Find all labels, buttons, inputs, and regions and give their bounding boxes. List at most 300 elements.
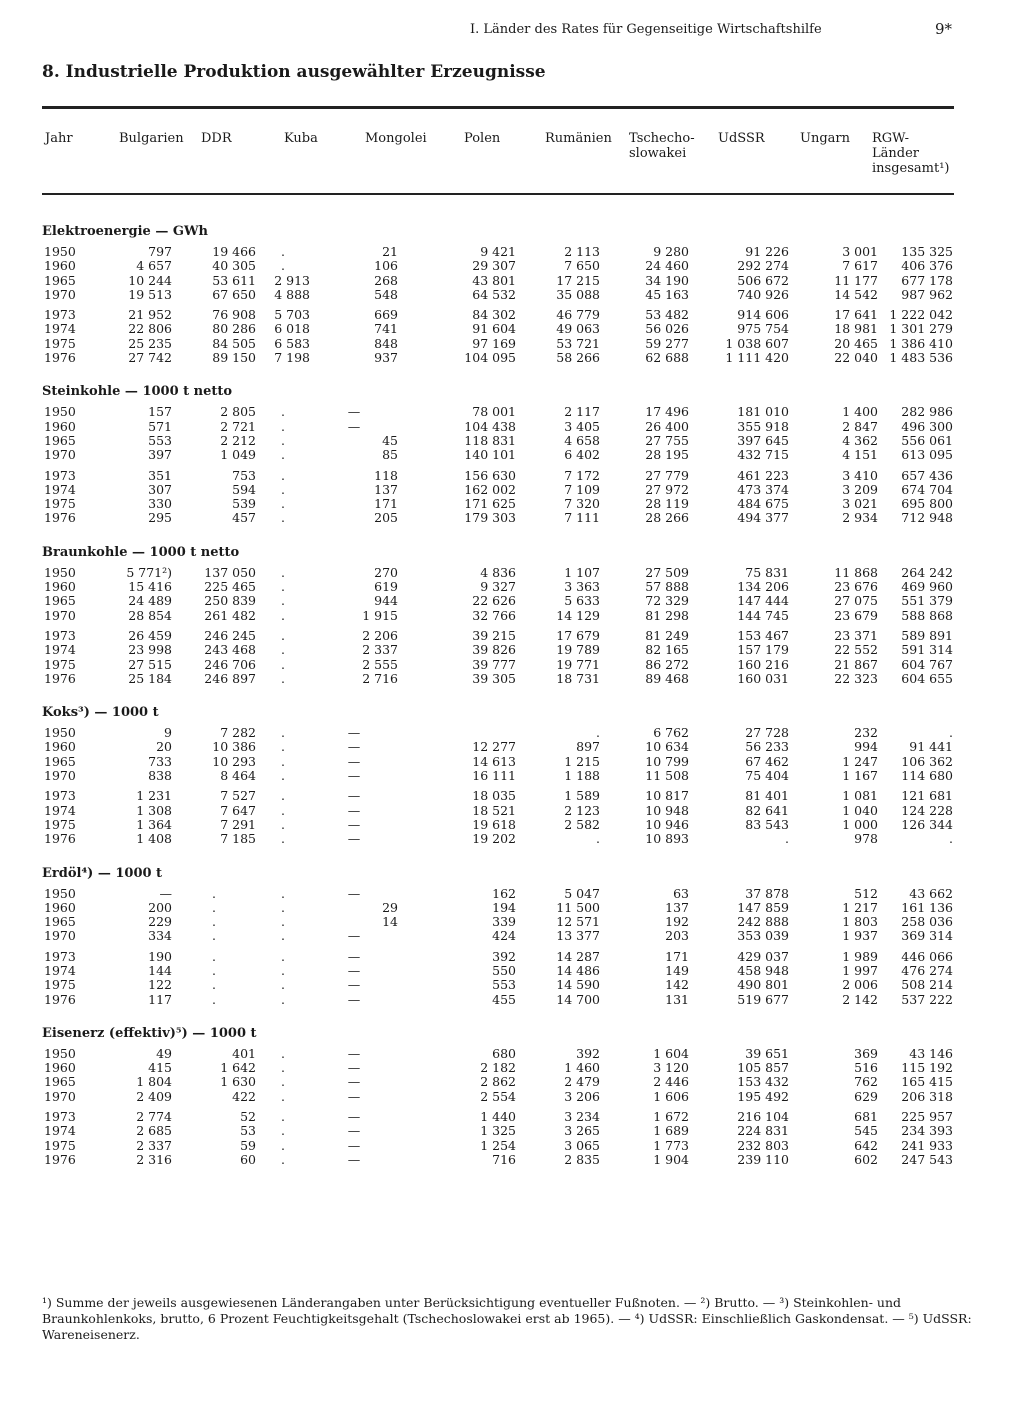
cell-kuba: . — [281, 259, 285, 274]
cell-ddr: . — [212, 915, 216, 930]
cell-mongolei: 137 — [374, 482, 398, 497]
cell-rumaenien: 46 779 — [556, 308, 600, 323]
cell-bulgarien: 190 — [148, 949, 172, 964]
cell-rumaenien: 7 320 — [564, 497, 600, 512]
cell-tschechoslowakei: 26 400 — [645, 419, 689, 434]
cell-year: 1973 — [44, 308, 76, 323]
cell-padding — [953, 769, 962, 783]
cell-ungarn: 3 410 — [842, 468, 878, 483]
cell-padding — [953, 740, 962, 754]
cell-kuba: . — [281, 929, 285, 944]
col-header-rgw — [872, 131, 949, 176]
cell-rumaenien: 14 590 — [556, 978, 600, 993]
cell-ddr: 80 286 — [212, 322, 256, 337]
col-header-rumaenien: Rumänien — [545, 131, 612, 146]
cell-rumaenien: 3 065 — [564, 1138, 600, 1153]
cell-tschechoslowakei: 142 — [665, 978, 689, 993]
cell-rgw: 556 061 — [901, 433, 953, 448]
cell-kuba: . — [281, 511, 285, 526]
cell-mongolei: — — [347, 832, 361, 847]
cell-rumaenien: 18 731 — [556, 671, 600, 686]
cell-rgw: 657 436 — [901, 468, 953, 483]
table-row — [42, 658, 962, 672]
cell-rumaenien: 13 377 — [556, 929, 600, 944]
cell-ungarn: 994 — [854, 740, 878, 755]
cell-kuba: . — [281, 565, 285, 580]
cell-mongolei: 118 — [374, 468, 398, 483]
production-table — [42, 215, 962, 1177]
cell-udssr: 37 878 — [745, 886, 789, 901]
cell-mongolei: 848 — [374, 336, 398, 351]
table-row — [42, 497, 962, 511]
cell-rumaenien: 14 129 — [556, 608, 600, 623]
table-row — [42, 288, 962, 302]
section-spacer — [42, 686, 962, 696]
cell-mongolei: 106 — [374, 259, 398, 274]
cell-ddr: 250 839 — [204, 594, 256, 609]
cell-mongolei: 548 — [374, 287, 398, 302]
cell-kuba: . — [281, 1152, 285, 1167]
cell-kuba: . — [281, 1089, 285, 1104]
cell-padding — [953, 566, 962, 580]
cell-rumaenien: 2 835 — [564, 1152, 600, 1167]
cell-udssr: 82 641 — [745, 803, 789, 818]
cell-year: 1965 — [44, 1075, 76, 1090]
cell-tschechoslowakei: 171 — [665, 949, 689, 964]
cell-ungarn: 1 040 — [842, 803, 878, 818]
cell-rumaenien: 5 047 — [564, 886, 600, 901]
cell-ddr: . — [212, 963, 216, 978]
cell-rgw: 91 441 — [909, 740, 953, 755]
cell-ungarn: 762 — [854, 1075, 878, 1090]
cell-polen: 18 521 — [472, 803, 516, 818]
cell-polen: 140 101 — [464, 448, 516, 463]
cell-kuba: . — [281, 915, 285, 930]
cell-bulgarien: 157 — [148, 405, 172, 420]
cell-udssr: 147 444 — [737, 594, 789, 609]
cell-tschechoslowakei: 27 972 — [645, 482, 689, 497]
cell-year: 1965 — [44, 594, 76, 609]
cell-ddr: . — [212, 992, 216, 1007]
cell-tschechoslowakei: 81 298 — [645, 608, 689, 623]
cell-ddr: 52 — [240, 1110, 256, 1125]
cell-kuba: . — [281, 1046, 285, 1061]
cell-bulgarien: 571 — [148, 419, 172, 434]
cell-bulgarien: 10 244 — [128, 273, 172, 288]
cell-ddr: 7 185 — [220, 832, 256, 847]
table-row — [42, 322, 962, 336]
cell-rgw: 106 362 — [901, 754, 953, 769]
cell-ddr: 1 049 — [220, 448, 256, 463]
cell-year: 1960 — [44, 900, 76, 915]
table-row — [42, 434, 962, 448]
cell-padding — [953, 1075, 962, 1089]
table-row — [42, 915, 962, 929]
cell-udssr: 232 803 — [737, 1138, 789, 1153]
cell-kuba: . — [281, 419, 285, 434]
cell-polen: 104 438 — [464, 419, 516, 434]
cell-udssr: 975 754 — [737, 322, 789, 337]
cell-tschechoslowakei: 1 904 — [653, 1152, 689, 1167]
cell-tschechoslowakei: 27 755 — [645, 433, 689, 448]
section-title: Erdöl⁴) — 1000 t — [42, 865, 163, 881]
table-row — [42, 740, 962, 754]
cell-polen: 64 532 — [472, 287, 516, 302]
cell-year: 1975 — [44, 978, 76, 993]
cell-rgw: . — [949, 726, 953, 741]
cell-rgw: 1 301 279 — [889, 322, 953, 337]
cell-udssr: 81 401 — [745, 789, 789, 804]
cell-udssr: 353 039 — [737, 929, 789, 944]
cell-bulgarien: 2 337 — [136, 1138, 172, 1153]
cell-rumaenien: 7 172 — [564, 468, 600, 483]
cell-padding — [953, 351, 962, 365]
cell-polen: 179 303 — [464, 511, 516, 526]
header-rule — [42, 193, 954, 195]
cell-udssr: 242 888 — [737, 915, 789, 930]
cell-kuba: . — [281, 769, 285, 784]
cell-rumaenien: 12 571 — [556, 915, 600, 930]
cell-mongolei: — — [347, 978, 361, 993]
cell-mongolei: — — [347, 949, 361, 964]
cell-mongolei: — — [347, 405, 361, 420]
col-header-tschecho-line1: Tschecho- — [629, 131, 695, 146]
cell-rgw: 369 314 — [901, 929, 953, 944]
table-row — [42, 672, 962, 686]
cell-year: 1965 — [44, 433, 76, 448]
cell-tschechoslowakei: 192 — [665, 915, 689, 930]
cell-bulgarien: 334 — [148, 929, 172, 944]
col-header-bulgarien: Bulgarien — [119, 131, 184, 146]
cell-rumaenien: 17 679 — [556, 628, 600, 643]
cell-ungarn: 602 — [854, 1152, 878, 1167]
cell-polen: 2 554 — [480, 1089, 516, 1104]
cell-tschechoslowakei: 131 — [665, 992, 689, 1007]
cell-kuba: . — [281, 643, 285, 658]
cell-rgw: 247 543 — [901, 1152, 953, 1167]
cell-rumaenien: . — [596, 726, 600, 741]
spacer-cell — [42, 847, 962, 857]
cell-rumaenien: 7 111 — [564, 511, 600, 526]
cell-polen: 104 095 — [464, 351, 516, 366]
table-row — [42, 643, 962, 657]
cell-rgw: 712 948 — [901, 511, 953, 526]
cell-tschechoslowakei: 1 672 — [653, 1110, 689, 1125]
cell-rumaenien: 53 721 — [556, 336, 600, 351]
cell-bulgarien: 1 408 — [136, 832, 172, 847]
table-row — [42, 887, 962, 901]
cell-ungarn: 512 — [854, 886, 878, 901]
cell-tschechoslowakei: 10 817 — [645, 789, 689, 804]
cell-ddr: 67 650 — [212, 287, 256, 302]
table-row — [42, 993, 962, 1007]
cell-polen: 91 604 — [472, 322, 516, 337]
cell-rgw: 165 415 — [901, 1075, 953, 1090]
table-row — [42, 511, 962, 525]
cell-mongolei: — — [347, 1061, 361, 1076]
cell-rumaenien: 14 287 — [556, 949, 600, 964]
cell-udssr: 506 672 — [737, 273, 789, 288]
table-row — [42, 580, 962, 594]
spacer-cell — [42, 365, 962, 375]
cell-padding — [953, 929, 962, 943]
footnotes: ¹) Summe der jeweils ausgewiesenen Länderangaben unter Berücksichtigung eventueller Fußnoten. — ²) Brutto. — ³) Steinkohlen- und Braunkohlenkoks, brutto, 6 Prozent Feuchtigkeitsgehalt (Tschechoslowakei erst ab 1965). — ⁴) UdSSR: Einschließlich Gaskondensat. — ⁵) UdSSR: Wareneisenerz. — [42, 1295, 972, 1342]
cell-rumaenien: 49 063 — [556, 322, 600, 337]
cell-bulgarien: 200 — [148, 900, 172, 915]
cell-ungarn: 3 209 — [842, 482, 878, 497]
cell-kuba: . — [281, 497, 285, 512]
cell-year: 1976 — [44, 511, 76, 526]
cell-mongolei: 2 337 — [362, 643, 398, 658]
cell-udssr: 160 216 — [737, 657, 789, 672]
cell-mongolei: 270 — [374, 565, 398, 580]
col-header-rgw-line3: insgesamt¹) — [872, 161, 950, 176]
cell-kuba: . — [281, 949, 285, 964]
cell-rumaenien: 2 479 — [564, 1075, 600, 1090]
cell-rgw: 987 962 — [901, 287, 953, 302]
cell-rumaenien: 1 107 — [564, 565, 600, 580]
cell-ddr: . — [212, 949, 216, 964]
cell-polen: 680 — [492, 1046, 516, 1061]
cell-polen: 339 — [492, 915, 516, 930]
cell-polen: 78 001 — [472, 405, 516, 420]
cell-polen: 39 215 — [472, 628, 516, 643]
cell-padding — [953, 274, 962, 288]
table-row — [42, 566, 962, 580]
table-row — [42, 755, 962, 769]
cell-kuba: . — [281, 803, 285, 818]
table-row — [42, 964, 962, 978]
cell-rgw: 695 800 — [901, 497, 953, 512]
cell-bulgarien: 49 — [156, 1046, 172, 1061]
cell-ungarn: 18 981 — [834, 322, 878, 337]
cell-tschechoslowakei: 137 — [665, 900, 689, 915]
cell-kuba: . — [281, 608, 285, 623]
cell-kuba: . — [281, 245, 285, 259]
cell-bulgarien: 5 771²) — [126, 565, 172, 580]
cell-year: 1970 — [44, 287, 76, 302]
cell-ddr: 137 050 — [204, 565, 256, 580]
cell-rgw: 604 767 — [901, 657, 953, 672]
cell-polen: 9 327 — [480, 580, 516, 595]
cell-tschechoslowakei: 27 509 — [645, 565, 689, 580]
table-row — [42, 351, 962, 365]
cell-tschechoslowakei: 9 280 — [653, 245, 689, 259]
cell-padding — [953, 658, 962, 672]
cell-rgw: 589 891 — [901, 628, 953, 643]
cell-padding — [953, 448, 962, 462]
cell-year: 1974 — [44, 322, 76, 337]
cell-mongolei: 669 — [374, 308, 398, 323]
cell-padding — [953, 308, 962, 322]
col-header-tschechoslowakei — [629, 131, 695, 161]
cell-ungarn: 1 400 — [842, 405, 878, 420]
cell-mongolei: — — [347, 1075, 361, 1090]
cell-ddr: 753 — [232, 468, 256, 483]
cell-mongolei: 2 716 — [362, 671, 398, 686]
cell-udssr: 147 859 — [737, 900, 789, 915]
cell-polen: 29 307 — [472, 259, 516, 274]
cell-tschechoslowakei: 10 799 — [645, 754, 689, 769]
cell-udssr: 195 492 — [737, 1089, 789, 1104]
cell-year: 1965 — [44, 754, 76, 769]
cell-udssr: 397 645 — [737, 433, 789, 448]
cell-padding — [953, 1139, 962, 1153]
cell-kuba: . — [281, 963, 285, 978]
cell-udssr: 157 179 — [737, 643, 789, 658]
cell-padding — [953, 964, 962, 978]
cell-ddr: 53 611 — [212, 273, 256, 288]
cell-year: 1970 — [44, 448, 76, 463]
cell-ungarn: 232 — [854, 726, 878, 741]
cell-padding — [953, 950, 962, 964]
cell-ddr: 594 — [232, 482, 256, 497]
cell-rgw: 258 036 — [901, 915, 953, 930]
cell-mongolei: 21 — [382, 245, 398, 259]
table-row — [42, 978, 962, 992]
col-header-kuba: Kuba — [284, 131, 318, 146]
cell-polen: 97 169 — [472, 336, 516, 351]
cell-ungarn: 27 075 — [834, 594, 878, 609]
cell-tschechoslowakei: 53 482 — [645, 308, 689, 323]
cell-rumaenien: 3 234 — [564, 1110, 600, 1125]
cell-year: 1974 — [44, 643, 76, 658]
cell-mongolei: — — [347, 769, 361, 784]
running-title: I. Länder des Rates für Gegenseitige Wirtschaftshilfe — [470, 22, 822, 37]
cell-tschechoslowakei: 82 165 — [645, 643, 689, 658]
cell-mongolei: — — [347, 1046, 361, 1061]
cell-rumaenien: 2 113 — [564, 245, 600, 259]
cell-polen: 84 302 — [472, 308, 516, 323]
cell-year: 1975 — [44, 657, 76, 672]
cell-mongolei: 937 — [374, 351, 398, 366]
cell-udssr: 494 377 — [737, 511, 789, 526]
cell-tschechoslowakei: 86 272 — [645, 657, 689, 672]
cell-tschechoslowakei: 34 190 — [645, 273, 689, 288]
table-row — [42, 726, 962, 740]
cell-bulgarien: 27 742 — [128, 351, 172, 366]
cell-padding — [953, 288, 962, 302]
cell-padding — [953, 789, 962, 803]
cell-rumaenien: 2 123 — [564, 803, 600, 818]
cell-ungarn: 1 989 — [842, 949, 878, 964]
cell-mongolei: 171 — [374, 497, 398, 512]
cell-year: 1974 — [44, 482, 76, 497]
section-spacer — [42, 847, 962, 857]
cell-rgw: 508 214 — [901, 978, 953, 993]
cell-mongolei: — — [347, 929, 361, 944]
cell-polen: 1 254 — [480, 1138, 516, 1153]
cell-kuba: . — [281, 789, 285, 804]
cell-padding — [953, 511, 962, 525]
cell-bulgarien: 15 416 — [128, 580, 172, 595]
cell-year: 1973 — [44, 468, 76, 483]
cell-bulgarien: 27 515 — [128, 657, 172, 672]
cell-polen: 1 325 — [480, 1124, 516, 1139]
cell-tschechoslowakei: 10 946 — [645, 817, 689, 832]
section-title: Elektroenergie — GWh — [42, 224, 208, 239]
cell-mongolei: — — [347, 754, 361, 769]
cell-bulgarien: 23 998 — [128, 643, 172, 658]
cell-polen: 32 766 — [472, 608, 516, 623]
cell-polen: 22 626 — [472, 594, 516, 609]
cell-year: 1976 — [44, 832, 76, 847]
cell-kuba: 5 703 — [274, 308, 310, 323]
cell-kuba: . — [281, 886, 285, 901]
cell-udssr: 740 926 — [737, 287, 789, 302]
cell-bulgarien: 1 231 — [136, 789, 172, 804]
cell-year: 1974 — [44, 803, 76, 818]
cell-kuba: . — [281, 832, 285, 847]
cell-kuba: . — [281, 1061, 285, 1076]
table-row — [42, 469, 962, 483]
cell-mongolei: — — [347, 726, 361, 741]
cell-ddr: 10 386 — [212, 740, 256, 755]
cell-rumaenien: 11 500 — [556, 900, 600, 915]
cell-year: 1976 — [44, 351, 76, 366]
cell-udssr: 914 606 — [737, 308, 789, 323]
cell-mongolei: — — [347, 419, 361, 434]
cell-padding — [953, 1047, 962, 1061]
cell-kuba: . — [281, 1075, 285, 1090]
cell-polen: 171 625 — [464, 497, 516, 512]
cell-padding — [953, 755, 962, 769]
cell-year: 1973 — [44, 1110, 76, 1125]
cell-year: 1950 — [44, 565, 76, 580]
cell-polen: 716 — [492, 1152, 516, 1167]
cell-tschechoslowakei: 10 634 — [645, 740, 689, 755]
section-title: Steinkohle — 1000 t netto — [42, 384, 233, 400]
cell-udssr: 75 831 — [745, 565, 789, 580]
cell-mongolei: 1 915 — [362, 608, 398, 623]
cell-ungarn: 1 000 — [842, 817, 878, 832]
cell-padding — [953, 1061, 962, 1075]
cell-padding — [953, 420, 962, 434]
cell-rumaenien: 14 700 — [556, 992, 600, 1007]
cell-padding — [953, 580, 962, 594]
cell-udssr: 473 374 — [737, 482, 789, 497]
cell-ddr: 422 — [232, 1089, 256, 1104]
cell-udssr: 490 801 — [737, 978, 789, 993]
cell-padding — [953, 915, 962, 929]
cell-ungarn: 22 323 — [834, 671, 878, 686]
cell-bulgarien: 122 — [148, 978, 172, 993]
section-spacer — [42, 1007, 962, 1017]
col-header-rgw-line1: RGW- — [872, 131, 909, 146]
cell-ungarn: 14 542 — [834, 287, 878, 302]
cell-ddr: 243 468 — [204, 643, 256, 658]
cell-year: 1974 — [44, 1124, 76, 1139]
col-header-year: Jahr — [45, 131, 73, 146]
cell-bulgarien: 21 952 — [128, 308, 172, 323]
cell-rumaenien: 392 — [576, 1046, 600, 1061]
cell-rumaenien: 3 206 — [564, 1089, 600, 1104]
cell-udssr: 181 010 — [737, 405, 789, 420]
cell-mongolei: 2 555 — [362, 657, 398, 672]
table-row — [42, 1075, 962, 1089]
cell-mongolei: — — [347, 789, 361, 804]
cell-year: 1970 — [44, 929, 76, 944]
cell-rumaenien: 17 215 — [556, 273, 600, 288]
cell-mongolei: 85 — [382, 448, 398, 463]
cell-mongolei: — — [347, 740, 361, 755]
cell-mongolei: — — [347, 803, 361, 818]
cell-polen: 39 305 — [472, 671, 516, 686]
cell-bulgarien: 2 409 — [136, 1089, 172, 1104]
cell-rgw: 588 868 — [901, 608, 953, 623]
cell-kuba: 6 018 — [274, 322, 310, 337]
cell-ungarn: 11 868 — [834, 565, 878, 580]
